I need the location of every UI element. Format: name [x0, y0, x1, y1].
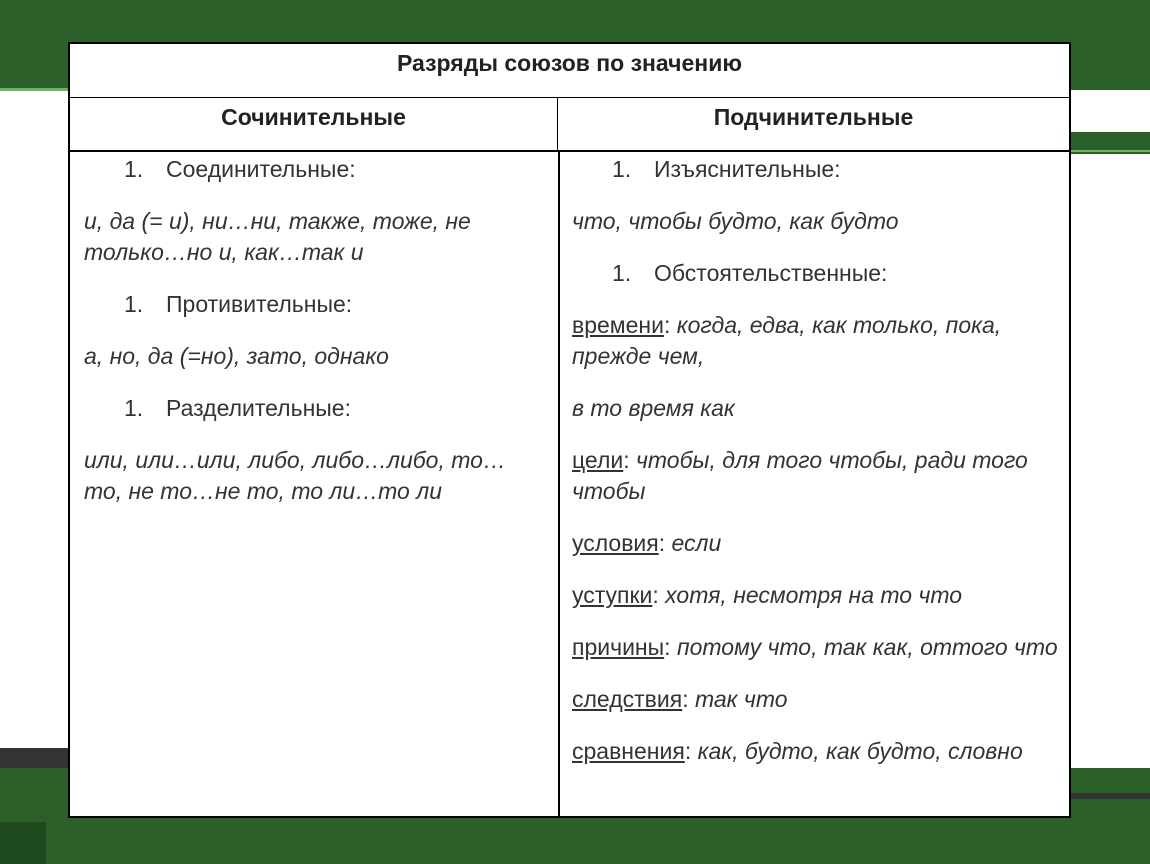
list-item-adverbial: [572, 258, 1062, 289]
subordinating-column: [572, 152, 1062, 788]
list-number: 1.: [612, 260, 632, 286]
slide-right-accent-line: [1070, 150, 1150, 152]
header-subordinating: Подчинительные: [558, 98, 1069, 152]
slide-bottom-right-band: [1070, 799, 1150, 864]
list-number: 1.: [124, 156, 144, 182]
comparison-examples: сравнения: как, будто, как будто, словно: [572, 738, 1023, 764]
list-number: 1.: [612, 156, 632, 182]
cause-examples: причины: потому что, так как, оттого что: [572, 634, 1058, 660]
time-extra-examples: в то время как: [572, 395, 735, 421]
slide-left-dark-band: [0, 748, 70, 768]
list-number: 1.: [124, 291, 144, 317]
list-item-disjunctive: [84, 393, 544, 424]
category-label: Противительные:: [166, 291, 353, 317]
category-label: Изъяснительные:: [654, 156, 841, 182]
concession-label: уступки: [572, 582, 653, 608]
conjunctions-table: [68, 42, 1071, 818]
cause-label: причины: [572, 634, 665, 660]
concession-examples: уступки: хотя, несмотря на то что: [572, 582, 963, 608]
category-label: Разделительные:: [166, 395, 351, 421]
connective-examples: и, да (= и), ни…ни, также, тоже, не только…но и, как…так и: [84, 208, 471, 265]
time-examples: времени: когда, едва, как только, пока, прежде чем,: [572, 312, 1002, 369]
category-label: Соединительные:: [166, 156, 356, 182]
condition-label: условия: [572, 530, 659, 556]
list-item-connective: [84, 154, 544, 185]
list-item-adversative: [84, 289, 544, 320]
result-examples: следствия: так что: [572, 686, 788, 712]
adversative-examples: а, но, да (=но), зато, однако: [84, 343, 389, 369]
purpose-label: цели: [572, 447, 624, 473]
time-label: времени: [572, 312, 664, 338]
result-label: следствия: [572, 686, 683, 712]
header-coordinating: Сочинительные: [70, 98, 558, 152]
coordinating-column: [84, 152, 544, 528]
explanatory-examples: что, чтобы будто, как будто: [572, 208, 899, 234]
category-label: Обстоятельственные:: [654, 260, 888, 286]
purpose-examples: цели: чтобы, для того чтобы, ради того чтобы: [572, 447, 1028, 504]
disjunctive-examples: или, или…или, либо, либо…либо, то…то, не то…не то, то ли…то ли: [84, 447, 506, 504]
list-item-explanatory: [572, 154, 1062, 185]
column-divider: [558, 152, 560, 818]
condition-examples: условия: если: [572, 530, 722, 556]
table-title: Разряды союзов по значению: [70, 44, 1069, 98]
list-number: 1.: [124, 395, 144, 421]
slide-corner-block: [0, 822, 46, 864]
comparison-label: сравнения: [572, 738, 685, 764]
